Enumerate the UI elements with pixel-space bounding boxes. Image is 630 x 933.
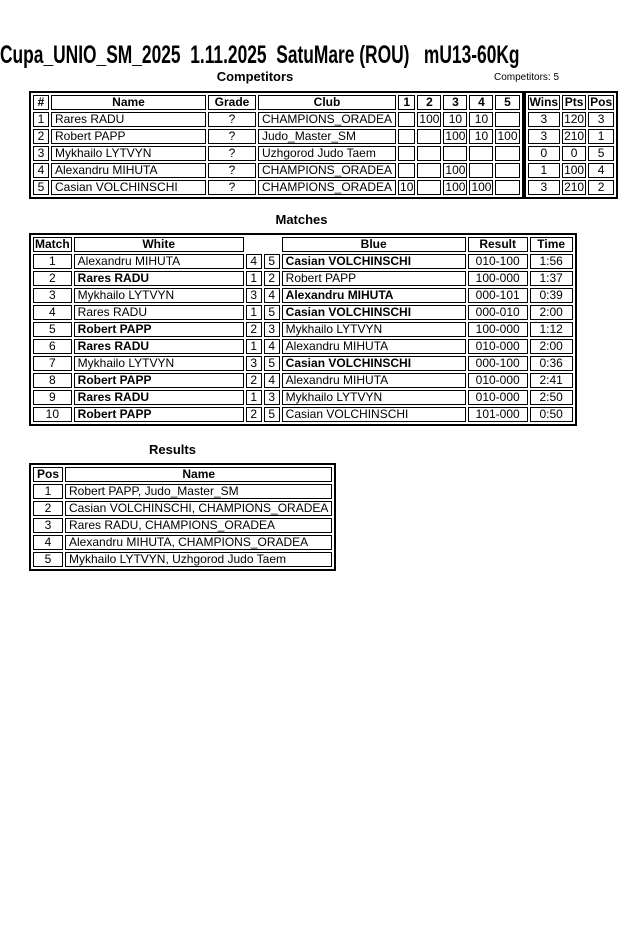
match-number: 3 <box>33 288 72 303</box>
results-header-row <box>33 467 332 482</box>
result-row <box>33 535 332 550</box>
match-result: 010-100 <box>468 254 528 269</box>
competitor-row <box>33 112 520 127</box>
points-cell: 10 <box>400 180 414 194</box>
competitor-club: Uzhgorod Judo Taem <box>258 146 396 161</box>
pts-cell: 0 <box>562 146 586 161</box>
result-name: Casian VOLCHINSCHI, CHAMPIONS_ORADEA <box>65 501 332 516</box>
col-header-pos: Pos <box>590 95 613 109</box>
blue-name: Alexandru MIHUTA <box>282 373 466 388</box>
col-header-white-num <box>246 237 262 252</box>
pts-cell: 120 <box>564 112 585 126</box>
result-row <box>33 552 332 567</box>
match-result: 100-000 <box>468 322 528 337</box>
white-name: Mykhailo LYTVYN <box>74 356 244 371</box>
match-number: 9 <box>33 390 72 405</box>
competitor-name: Alexandru MIHUTA <box>51 163 206 178</box>
blue-name: Alexandru MIHUTA <box>282 288 466 303</box>
competitor-grade: ? <box>208 129 256 144</box>
matches-section-heading: Matches <box>275 212 328 227</box>
matches-table <box>29 233 577 426</box>
white-name: Rares RADU <box>74 305 244 320</box>
points-cell: 100 <box>445 129 466 143</box>
white-competitor-num: 1 <box>246 271 262 286</box>
col-header-pts: Pts <box>562 95 586 110</box>
result-name: Mykhailo LYTVYN, Uzhgorod Judo Taem <box>65 552 332 567</box>
competitor-name: Mykhailo LYTVYN <box>51 146 206 161</box>
col-header-blue: Blue <box>282 237 466 252</box>
competitors-count-label: Competitors: 5 <box>494 72 560 83</box>
col-header-club: Club <box>258 95 396 110</box>
col-header-result: Result <box>468 237 528 252</box>
match-number: 7 <box>33 356 72 371</box>
points-cell: 100 <box>497 129 518 143</box>
white-name: Mykhailo LYTVYN <box>74 288 244 303</box>
match-row <box>33 373 573 388</box>
match-number: 2 <box>33 271 72 286</box>
white-competitor-num: 2 <box>246 407 262 422</box>
match-row <box>33 271 573 286</box>
blue-name: Casian VOLCHINSCHI <box>282 254 466 269</box>
competitor-club: Judo_Master_SM <box>258 129 396 144</box>
competitor-club: CHAMPIONS_ORADEA <box>258 180 396 195</box>
pos-cell: 4 <box>588 163 614 178</box>
blue-competitor-num: 4 <box>264 339 280 354</box>
points-cell <box>398 146 415 161</box>
wins-cell: 0 <box>528 146 561 161</box>
match-time: 2:41 <box>530 373 573 388</box>
points-cell: 10 <box>443 112 467 127</box>
results-table <box>29 463 336 571</box>
match-number: 1 <box>33 254 72 269</box>
pos-cell: 3 <box>588 112 614 127</box>
blue-competitor-num: 5 <box>264 407 280 422</box>
result-name: Robert PAPP, Judo_Master_SM <box>65 484 332 499</box>
results-section-heading: Results <box>149 442 196 457</box>
competitor-grade: ? <box>208 146 256 161</box>
result-row <box>33 501 332 516</box>
white-name: Alexandru MIHUTA <box>74 254 244 269</box>
pos-cell: 1 <box>588 129 614 144</box>
white-competitor-num: 4 <box>246 254 262 269</box>
blue-name: Casian VOLCHINSCHI <box>282 356 466 371</box>
blue-competitor-num: 5 <box>264 305 280 320</box>
match-time: 2:00 <box>530 305 573 320</box>
competitor-grade: ? <box>208 163 256 178</box>
result-name: Rares RADU, CHAMPIONS_ORADEA <box>65 518 332 533</box>
col-header-grade: Grade <box>208 95 256 110</box>
wins-cell: 3 <box>528 112 561 127</box>
competitor-number: 2 <box>33 129 49 144</box>
match-number: 5 <box>33 322 72 337</box>
col-header-blue-num <box>264 237 280 252</box>
col-header-opp1: 1 <box>398 95 415 110</box>
white-name: Robert PAPP <box>74 322 244 337</box>
white-competitor-num: 2 <box>246 322 262 337</box>
result-pos: 2 <box>33 501 63 516</box>
blue-competitor-num: 2 <box>264 271 280 286</box>
points-cell <box>495 180 519 195</box>
match-result: 010-000 <box>468 339 528 354</box>
col-header-time: Time <box>530 237 573 252</box>
pts-cell: 100 <box>564 163 585 177</box>
white-name: Rares RADU <box>74 390 244 405</box>
competitor-club: CHAMPIONS_ORADEA <box>258 163 396 178</box>
points-cell <box>443 146 467 161</box>
blue-name: Mykhailo LYTVYN <box>282 390 466 405</box>
col-header-opp2: 2 <box>417 95 441 110</box>
standings-row <box>528 129 615 144</box>
white-name: Robert PAPP <box>74 373 244 388</box>
pos-cell: 2 <box>588 180 614 195</box>
white-competitor-num: 1 <box>246 305 262 320</box>
wins-cell: 3 <box>528 129 561 144</box>
col-header-result-pos: Pos <box>33 467 63 482</box>
competitors-section-heading: Competitors <box>216 69 294 84</box>
white-competitor-num: 3 <box>246 288 262 303</box>
match-row <box>33 356 573 371</box>
match-row <box>33 407 573 422</box>
col-header-opp4: 4 <box>469 95 493 110</box>
match-time: 2:50 <box>530 390 573 405</box>
match-result: 010-000 <box>468 390 528 405</box>
competitors-header-row <box>33 95 520 110</box>
points-cell <box>417 146 441 161</box>
result-name: Alexandru MIHUTA, CHAMPIONS_ORADEA <box>65 535 332 550</box>
blue-competitor-num: 4 <box>264 288 280 303</box>
blue-competitor-num: 3 <box>264 390 280 405</box>
result-pos: 5 <box>33 552 63 567</box>
competitor-row <box>33 180 520 195</box>
match-time: 1:56 <box>530 254 573 269</box>
col-header-match: Match <box>35 237 70 251</box>
match-row <box>33 288 573 303</box>
standings-row <box>528 180 615 195</box>
match-result: 000-101 <box>468 288 528 303</box>
blue-name: Casian VOLCHINSCHI <box>282 407 466 422</box>
pos-cell: 5 <box>588 146 614 161</box>
white-competitor-num: 1 <box>246 339 262 354</box>
page-title: Cupa_UNIO_SM_2025 1.11.2025 SatuMare (ROU) mU13-60Kg <box>0 41 520 69</box>
col-header-white: White <box>74 237 244 252</box>
matches-header-row <box>33 237 573 252</box>
competitors-standings-table <box>524 91 619 199</box>
blue-name: Alexandru MIHUTA <box>282 339 466 354</box>
match-row <box>33 254 573 269</box>
competitor-grade: ? <box>208 112 256 127</box>
match-result: 000-010 <box>468 305 528 320</box>
white-competitor-num: 3 <box>246 356 262 371</box>
match-time: 0:50 <box>530 407 573 422</box>
competitor-number: 1 <box>33 112 49 127</box>
standings-header-row <box>528 95 615 110</box>
points-cell: 100 <box>445 163 466 177</box>
competitor-name: Casian VOLCHINSCHI <box>51 180 206 195</box>
col-header-name: Name <box>51 95 206 110</box>
match-result: 010-000 <box>468 373 528 388</box>
points-cell <box>469 146 493 161</box>
white-competitor-num: 2 <box>246 373 262 388</box>
points-cell <box>417 129 441 144</box>
points-cell: 10 <box>469 129 493 144</box>
white-name: Rares RADU <box>74 271 244 286</box>
points-cell <box>417 180 441 195</box>
competitor-number: 3 <box>33 146 49 161</box>
pts-cell: 210 <box>564 129 585 143</box>
points-cell <box>469 163 493 178</box>
col-header-opp3: 3 <box>443 95 467 110</box>
match-number: 10 <box>33 407 72 422</box>
match-number: 4 <box>33 305 72 320</box>
blue-name: Robert PAPP <box>282 271 466 286</box>
competitors-heading-row <box>0 69 630 86</box>
blue-name: Casian VOLCHINSCHI <box>282 305 466 320</box>
points-cell: 100 <box>419 112 440 126</box>
competitor-club: CHAMPIONS_ORADEA <box>258 112 396 127</box>
white-competitor-num: 1 <box>246 390 262 405</box>
match-result: 000-100 <box>468 356 528 371</box>
competitor-number: 4 <box>33 163 49 178</box>
standings-row <box>528 146 615 161</box>
match-row <box>33 339 573 354</box>
points-cell <box>495 112 519 127</box>
competitor-name: Robert PAPP <box>51 129 206 144</box>
blue-competitor-num: 4 <box>264 373 280 388</box>
white-name: Robert PAPP <box>74 407 244 422</box>
blue-name: Mykhailo LYTVYN <box>282 322 466 337</box>
result-pos: 4 <box>33 535 63 550</box>
result-row <box>33 518 332 533</box>
result-pos: 3 <box>33 518 63 533</box>
competitor-grade: ? <box>208 180 256 195</box>
match-row <box>33 305 573 320</box>
result-pos: 1 <box>33 484 63 499</box>
points-cell: 10 <box>469 112 493 127</box>
col-header-wins: Wins <box>529 95 559 109</box>
match-time: 1:12 <box>530 322 573 337</box>
points-cell: 100 <box>445 180 466 194</box>
points-cell <box>398 112 415 127</box>
white-name: Rares RADU <box>74 339 244 354</box>
match-time: 2:00 <box>530 339 573 354</box>
points-cell <box>398 129 415 144</box>
match-row <box>33 390 573 405</box>
blue-competitor-num: 5 <box>264 254 280 269</box>
match-time: 1:37 <box>530 271 573 286</box>
blue-competitor-num: 5 <box>264 356 280 371</box>
match-number: 6 <box>33 339 72 354</box>
competitor-number: 5 <box>33 180 49 195</box>
match-result: 101-000 <box>468 407 528 422</box>
result-row <box>33 484 332 499</box>
competitors-section <box>29 91 630 199</box>
standings-row <box>528 163 615 178</box>
match-row <box>33 322 573 337</box>
competitor-row <box>33 163 520 178</box>
col-header-result-name: Name <box>65 467 332 482</box>
standings-row <box>528 112 615 127</box>
points-cell <box>495 163 519 178</box>
match-result: 100-000 <box>468 271 528 286</box>
competitors-table <box>29 91 524 199</box>
pts-cell: 210 <box>564 180 585 194</box>
points-cell <box>398 163 415 178</box>
match-time: 0:39 <box>530 288 573 303</box>
competitor-name: Rares RADU <box>51 112 206 127</box>
col-header-num: # <box>33 95 49 110</box>
competitor-row <box>33 129 520 144</box>
blue-competitor-num: 3 <box>264 322 280 337</box>
competitor-row <box>33 146 520 161</box>
points-cell: 100 <box>471 180 492 194</box>
wins-cell: 3 <box>528 180 561 195</box>
points-cell <box>417 163 441 178</box>
match-time: 0:36 <box>530 356 573 371</box>
col-header-opp5: 5 <box>495 95 519 110</box>
wins-cell: 1 <box>528 163 561 178</box>
match-number: 8 <box>33 373 72 388</box>
points-cell <box>495 146 519 161</box>
